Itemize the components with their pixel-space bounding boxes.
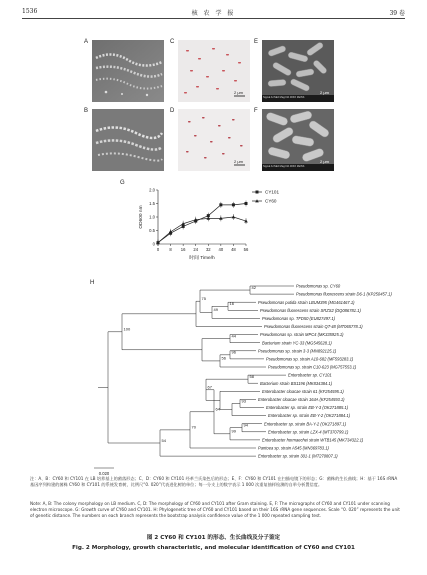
tree-bootstrap-value: 94 [243, 422, 248, 428]
tree-bootstrap-value: 49 [213, 307, 218, 313]
y-axis-label: OD600 nm [139, 205, 144, 229]
tree-bootstrap-value: 99 [231, 428, 236, 434]
panel-e-sem-image [254, 39, 334, 102]
panel-label-d: D [170, 108, 175, 114]
x-tick-label: 8 [169, 247, 172, 252]
x-tick-label: 48 [231, 247, 236, 252]
panel-label-e: E [254, 39, 259, 45]
tree-bootstrap-value: 16 [229, 301, 234, 307]
y-tick-label: 1.5 [149, 201, 155, 206]
tree-bootstrap-value: 67 [207, 384, 212, 390]
tree-taxon-label: Pseudomonas fluorescens strain D6-1 (KP250457.1) [296, 291, 392, 297]
tree-taxon-label: Enterobacter sp. strain 301-1 (MT270807.1) [258, 453, 338, 459]
data-point-cy101 [219, 203, 222, 206]
tree-taxon-label: Enterobacter sp. strain BA-Y-2 (OK271897.1) [264, 421, 347, 427]
page-header [22, 6, 405, 19]
tree-taxon-label: Enterobacter sp. strain LZX-4 (MT370799.1) [268, 429, 349, 435]
tree-taxon-label: Enterobacter sp. strain EB-Y-2 (OK271884.1) [268, 413, 351, 419]
panel-label-a: A [84, 39, 89, 45]
x-tick-label: 40 [218, 247, 224, 252]
y-tick-label: 1.0 [149, 214, 155, 220]
x-axis-label: 时间 Time/h [189, 256, 215, 261]
colony-plate-b [92, 109, 164, 171]
panel-b-colony-image [84, 108, 164, 171]
series-line-cy101 [158, 204, 246, 243]
panel-label-g: G [120, 180, 125, 186]
legend-label-cy60: CY60 [265, 198, 277, 204]
page-number: 1536 [22, 8, 38, 15]
tree-taxon-label: Pantoea sp. strain A545 (MN369783.1) [258, 445, 329, 451]
scale-bar-label-d: 2 μm [234, 159, 243, 164]
volume-number: 39 卷 [389, 10, 405, 17]
panel-f-sem-image [254, 108, 334, 171]
tree-scale-label: 0.020 [98, 471, 110, 476]
legend-label-cy101: CY101 [265, 189, 280, 195]
data-point-cy60 [169, 230, 173, 233]
tree-taxon-label: Pseudomonas fluorescens strain SRZS2 (DQ086781.1) [260, 307, 361, 313]
tree-taxon-label: Enterobacter cloacae strain 61 (KF254595.1) [262, 388, 344, 394]
sem-info-e: Signal A=SE2 Mag=10.00KX ZEISS [263, 96, 305, 99]
x-tick-label: 56 [243, 247, 249, 252]
tree-taxon-label: Pseudomonas sp. strain MPC4 (MK335925.1) [260, 332, 344, 338]
panel-label-h: H [90, 280, 95, 286]
sem-info-f: Signal A=SE2 Mag=10.00KX ZEISS [263, 165, 305, 168]
figure-title-en: Fig. 2 Morphology, growth characteristic, and molecular identification of CY60 and CY101 [72, 545, 355, 551]
scale-bar-label-c: 2 μm [234, 90, 243, 95]
panel-label-f: F [254, 108, 258, 114]
tree-bootstrap-value: 58 [249, 373, 254, 379]
phylogenetic-tree [80, 278, 392, 476]
tree-bootstrap-value: 54 [161, 437, 166, 443]
tree-bootstrap-value: 56 [221, 355, 226, 361]
tree-taxon-label: Enterobacter sp. CY101 [288, 372, 332, 378]
series-line-cy60 [158, 217, 246, 243]
panel-h-phylogenetic-tree [80, 278, 392, 476]
figure-caption-en: Note: A, B: The colony morphology on LB medium. C, D: The morphology of CY60 and CY101 after Gram staining. E, F: The micrographs of CY60 and CY101 under scanning electron microscope. G: Growth curve of CY60 and CY101. H: Phylogenetic tree of CY60 and CY101 based on their 16S rRNA gene sequences. Scale “0. 020” represents the unit of genetic distance. The numbers on each branch represents the bootstrap analysis confidence value of the 1 000 repeated sampling test. [30, 501, 400, 519]
panel-g-growth-curve [120, 180, 300, 268]
tree-taxon-label: Pseudomonas sp. TFD50 (EU827497.1) [262, 316, 336, 321]
journal-name: 核 农 学 报 [191, 10, 236, 17]
panel-d-gram-stain [170, 108, 250, 171]
figure-caption-zh: 注：A、B：CY60 和 CY101 在 LB 培养基上的菌落形态；C、D：CY60 和 CY101 经革兰氏染色后的形态；E、F：CY60 和 CY101 在扫描电镜下的形态；G：菌株的生长曲线；H：基于 16S rRNA 基因序列构建的菌株 CY60 和 CY101 的系统发育树，比例尺“0. 020”代表进化树的单位；每一分支上的数字表示 1 000 次重复抽样检测的自举分析置信度。 [30, 476, 398, 488]
tree-taxon-label: Pseudomonas sp. strain A10-682 (MF593283.1) [266, 356, 354, 362]
panel-a-colony-image [84, 39, 164, 102]
tree-bootstrap-value: 93 [241, 398, 246, 404]
y-tick-label: 2.0 [149, 187, 155, 193]
tree-bootstrap-value: 44 [231, 333, 236, 339]
x-tick-label: 16 [180, 247, 186, 252]
tree-taxon-label: Bacterium strain YC-33 (MG545628.1) [262, 340, 332, 346]
tree-taxon-label: Pseudomonas sp. strain 3-3 (MN892125.1) [258, 348, 337, 354]
scale-bar-label-e: 2 μm [320, 90, 329, 95]
panel-label-c: C [170, 39, 175, 45]
tree-bootstrap-value: 42 [251, 284, 256, 290]
y-tick-label: 0.5 [149, 228, 155, 233]
tree-bootstrap-value: 100 [123, 326, 131, 332]
tree-bootstrap-value: 75 [201, 295, 206, 301]
tree-taxon-label: Enterobacter hormaechei strain WTB145 (MK734322.1) [262, 437, 364, 443]
data-point-cy101 [245, 202, 248, 205]
colony-plate-a [92, 40, 164, 102]
tree-taxon-label: Pseudomonas sp. CY60 [296, 283, 341, 289]
panel-label-b: B [84, 108, 89, 114]
tree-bootstrap-value: 96 [231, 349, 236, 355]
tree-taxon-label: Enterobacter cloacae strain 164A (KF254593.1) [258, 397, 345, 402]
legend-marker-cy101 [256, 191, 259, 194]
tree-taxon-label: Pseudomonas sp. strain C10-623 (MG757553.1) [268, 364, 357, 370]
x-tick-label: 24 [193, 247, 199, 252]
tree-bootstrap-value: 70 [191, 424, 196, 430]
y-tick-label: 0 [152, 241, 155, 247]
data-point-cy101 [232, 203, 235, 206]
tree-bootstrap-value: 64 [215, 406, 220, 412]
x-tick-label: 32 [205, 247, 211, 252]
figure-title-zh: 图 2 CY60 和 CY101 的形态、生长曲线及分子鉴定 [146, 535, 281, 541]
tree-taxon-label: Pseudomonas putida strain LBUM395 (MG461467.1) [258, 299, 355, 305]
tree-taxon-label: Bacterium strain BS1196 (MK834384.1) [260, 380, 333, 386]
scale-bar-label-f: 2 μm [320, 159, 329, 164]
tree-taxon-label: Enterobacter sp. strain EB-Y-3 (OK271885.1) [266, 405, 349, 411]
x-tick-label: 0 [156, 247, 160, 252]
panel-c-gram-stain [170, 39, 250, 102]
tree-taxon-label: Pseudomonas fluorescens strain QT-48 (MT065778.1) [264, 324, 363, 330]
growth-curve-chart [120, 180, 300, 268]
